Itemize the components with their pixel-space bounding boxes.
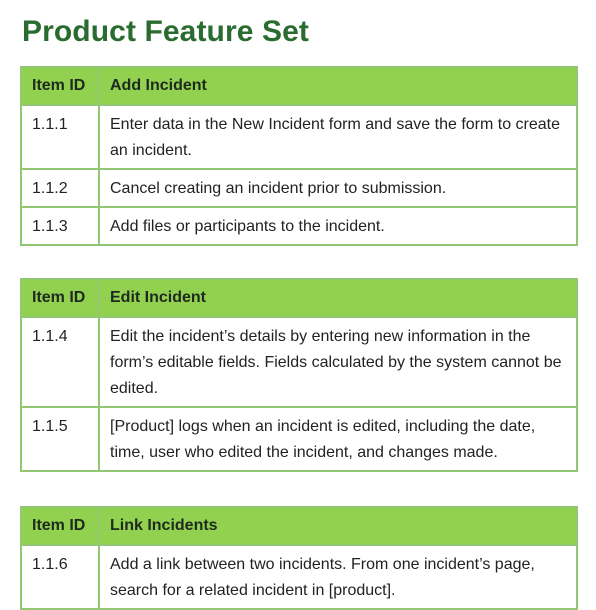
feature-table-add-incident <box>20 66 578 246</box>
table-header-row <box>21 67 577 105</box>
feature-table-link-incidents <box>20 506 578 610</box>
item-description-cell: [Product] logs when an incident is edited, including the date, time, user who edited the incident, and changes made. <box>99 407 577 471</box>
table-header-row <box>21 507 577 545</box>
table-row <box>21 317 577 407</box>
section-header-link-incidents: Link Incidents <box>99 507 577 545</box>
item-id-cell: 1.1.5 <box>21 407 99 471</box>
section-header-edit-incident: Edit Incident <box>99 279 577 317</box>
table-row <box>21 545 577 609</box>
item-id-column-header: Item ID <box>21 279 99 317</box>
item-description-cell: Add files or participants to the incident. <box>99 207 577 245</box>
item-description-cell: Enter data in the New Incident form and save the form to create an incident. <box>99 105 577 169</box>
item-id-cell: 1.1.4 <box>21 317 99 407</box>
item-id-column-header: Item ID <box>21 67 99 105</box>
table-header-row <box>21 279 577 317</box>
item-description-cell: Cancel creating an incident prior to submission. <box>99 169 577 207</box>
item-id-column-header: Item ID <box>21 507 99 545</box>
item-id-cell: 1.1.6 <box>21 545 99 609</box>
table-row <box>21 407 577 471</box>
item-description-cell: Edit the incident’s details by entering new information in the form’s editable fields. Fields calculated by the system cannot be edited. <box>99 317 577 407</box>
item-id-cell: 1.1.1 <box>21 105 99 169</box>
table-row <box>21 169 577 207</box>
item-id-cell: 1.1.3 <box>21 207 99 245</box>
page-title: Product Feature Set <box>22 15 309 48</box>
table-row <box>21 105 577 169</box>
section-header-add-incident: Add Incident <box>99 67 577 105</box>
item-id-cell: 1.1.2 <box>21 169 99 207</box>
feature-table-edit-incident <box>20 278 578 472</box>
table-row <box>21 207 577 245</box>
item-description-cell: Add a link between two incidents. From one incident’s page, search for a related incident in [product]. <box>99 545 577 609</box>
